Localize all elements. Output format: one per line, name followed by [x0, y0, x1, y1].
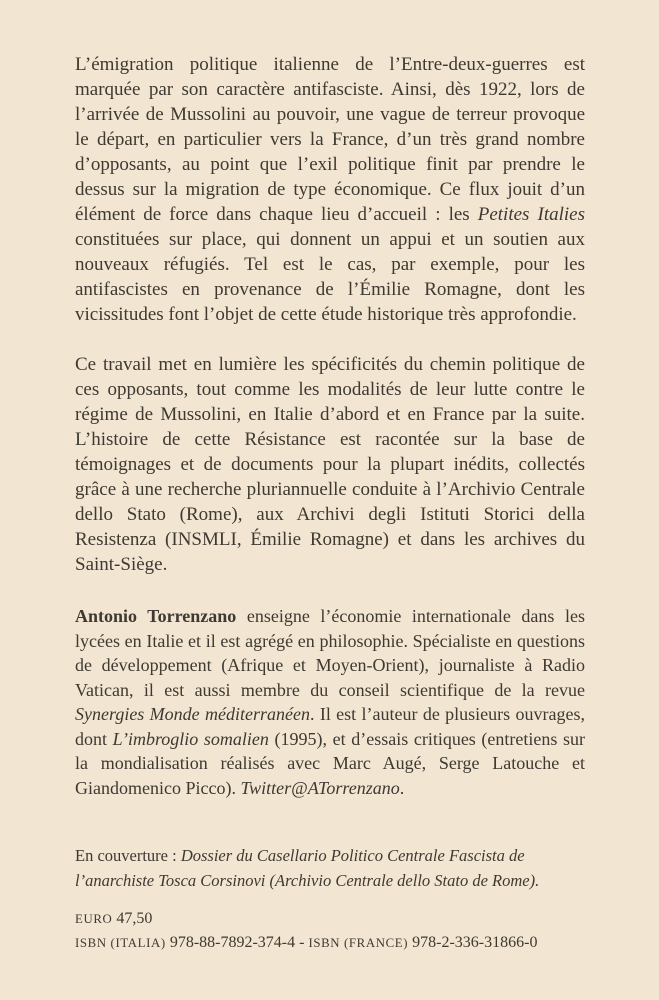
synopsis-block [75, 52, 585, 577]
text-run: (1995), et d’essais critiques (entretiens sur la mondialisation réalisés avec Marc Augé, Serge Latouche et Giandomenico Picco). [75, 728, 585, 798]
text-run: L’émigration politique italienne de l’Entre-deux-guerres est marquée par son caractère antifasciste. Ainsi, dès 1922, lors de l’arrivée de Mussolini au pouvoir, une vague de terreur provoque le départ, en particulier vers la France, d’un très grand nombre d’opposants, au point que l’exil politique finit par prendre le dessus sur la migration de type économique. Ce flux jouit d’un élément de force dans chaque lieu d’accueil : les [75, 54, 585, 225]
italic-run: Petites Italies [477, 204, 585, 225]
cover-credit [75, 844, 585, 893]
price-line [75, 907, 585, 931]
synopsis-paragraph-2 [75, 352, 585, 577]
book-title: L’imbroglio somalien [112, 728, 269, 749]
credit-label: En couverture : [75, 846, 181, 865]
text-run: constituées sur place, qui donnent un appui et un soutien aux nouveaux réfugiés. Tel est le cas, par exemple, pour les antifascistes en provenance de l’Émilie Romagne, dont les vicissitudes font l’objet de cette étude historique très approfondie. [75, 229, 585, 325]
author-bio [75, 604, 585, 800]
text-run: . [399, 777, 405, 798]
twitter-handle: Twitter@ATorrenzano [240, 777, 400, 798]
credit-description: Dossier du Casellario Politico Centrale Fascista de l’anarchiste Tosca Corsinovi (Archivio Centrale dello Stato de Rome). [75, 846, 540, 890]
author-name: Antonio Torrenzano [75, 606, 237, 626]
currency-label: EURO [75, 912, 113, 926]
isbn-italy-number: 978-88-7892-374-4 - [165, 934, 309, 951]
isbn-france-label: ISBN (FRANCE) [308, 936, 409, 950]
text-run: Ce travail met en lumière les spécificités du chemin politique de ces opposants, tout comme les modalités de leur lutte contre le régime de Mussolini, en Italie d’abord et en France par la suite. L’histoire de cette Résistance est racontée sur la base de témoignages et de documents pour la plupart inédits, collectés grâce à une recherche pluriannuelle conduite à l’Archivio Centrale dello Stato (Rome), aux Archivi degli Istituti Storici della Resistenza (INSMLI, Émilie Romagne) et dans les archives du Saint-Siège. [75, 354, 585, 575]
text-run: enseigne l’économie internationale dans les lycées en Italie et il est agrégé en philosophie. Spécialiste en questions de développement (Afrique et Moyen-Orient), journaliste à Radio Vatican, il est aussi membre du conseil scientifique de la revue [75, 606, 585, 700]
price-value: 47,50 [112, 910, 153, 927]
text-run: . Il est l’auteur de plusieurs ouvrages, dont [75, 704, 585, 749]
journal-title: Synergies Monde méditerranéen [75, 704, 310, 724]
isbn-line [75, 931, 585, 955]
synopsis-paragraph-1 [75, 52, 585, 327]
isbn-italy-label: ISBN (ITALIA) [75, 936, 166, 950]
isbn-france-number: 978-2-336-31866-0 [408, 934, 538, 951]
